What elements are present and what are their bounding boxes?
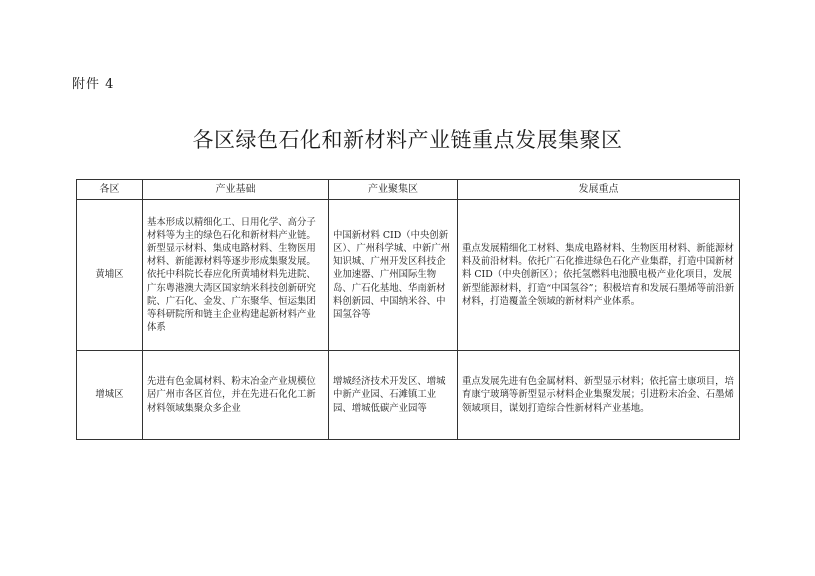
- document-title: 各区绿色石化和新材料产业链重点发展集聚区: [192, 128, 623, 152]
- column-header-foundation: 产业基础: [143, 180, 329, 200]
- column-header-key-points: 发展重点: [458, 180, 740, 200]
- column-header-district: 各区: [77, 180, 143, 200]
- foundation-cell: 基本形成以精细化工、日用化学、高分子材料等为主的绿色石化和新材料产业链。新型显示材料、集成电路材料、生物医用材料、新能源材料等逐步形成集聚发展。依托中科院长春应化所黄埔材料先进院、广东粤港澳大湾区国家纳米科技创新研究院、广石化、金发、广东聚华、恒运集团等科研院所和链主企业构建起新材料产业体系: [143, 200, 329, 351]
- table-header-row: [77, 180, 740, 200]
- column-header-cluster: 产业聚集区: [329, 180, 458, 200]
- key-points-cell: 重点发展先进有色金属材料、新型显示材料；依托富士康项目，培育康宁玻璃等新型显示材料企业集聚发展；引进粉末冶金、石墨烯领域项目，谋划打造综合性新材料产业基地。: [458, 351, 740, 440]
- table-row: [77, 351, 740, 440]
- attachment-label: 附件 4: [72, 77, 115, 92]
- foundation-cell: 先进有色金属材料、粉末冶金产业规模位居广州市各区首位，并在先进石化化工新材料领域集聚众多企业: [143, 351, 329, 440]
- district-cell: 黄埔区: [77, 200, 143, 351]
- key-points-cell: 重点发展精细化工材料、集成电路材料、生物医用材料、新能源材料及前沿材料。依托广石化推进绿色石化产业集群，打造中国新材料 CID（中央创新区）；依托氢燃料电池膜电极产业化项目，发展新型能源材料，打造“中国氢谷”；积极培育和发展石墨烯等前沿新材料，打造覆盖全领域的新材料产业体系。: [458, 200, 740, 351]
- district-cell: 增城区: [77, 351, 143, 440]
- cluster-table: [76, 179, 740, 440]
- cluster-cell: 增城经济技术开发区、增城中新产业园、石滩镇工业园、增城低碳产业园等: [329, 351, 458, 440]
- cluster-cell: 中国新材料 CID（中央创新区）、广州科学城、中新广州知识城、广州开发区科技企业加速器、广州国际生物岛、广石化基地、华南新材料创新园、中国纳米谷、中国氢谷等: [329, 200, 458, 351]
- table-row: [77, 200, 740, 351]
